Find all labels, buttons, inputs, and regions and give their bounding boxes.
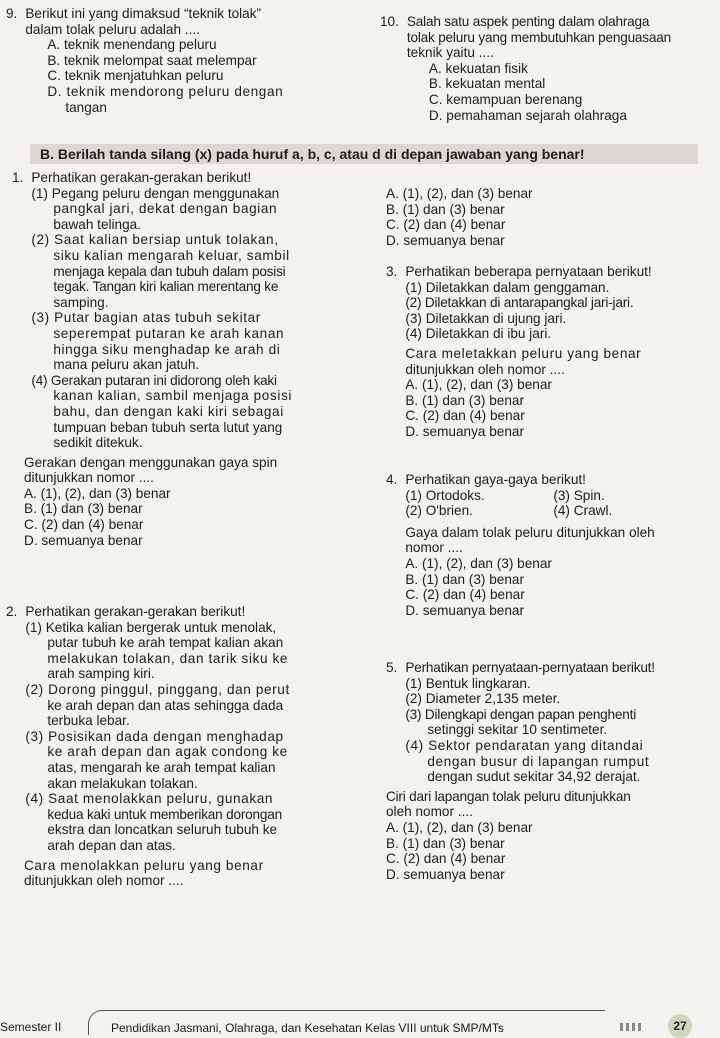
option-c[interactable]: C. (2) dan (4) benar (386, 851, 506, 867)
question-number: 4. (386, 472, 398, 487)
question-b4 (386, 472, 716, 618)
question-prompt-line: Gaya dalam tolak peluru ditunjukkan oleh (405, 524, 655, 540)
question-intro: Perhatikan gerakan-gerakan berikut! (31, 170, 252, 185)
statement-2 (25, 682, 380, 729)
question-prompt-line: Cara menolakkan peluru yang benar (24, 857, 264, 873)
option-b[interactable]: B. (1) dan (3) benar (24, 501, 143, 517)
statement-line: (2) Dorong pinggul, pinggang, dan perut (25, 681, 290, 697)
option-d[interactable]: D. semuanya benar (405, 423, 524, 439)
statement-line: pangkal jari, dekat dengan bagian (53, 201, 278, 217)
question-prompt-line: Cara meletakkan peluru yang benar (405, 345, 642, 361)
statement-line: seperempat putaran ke arah kanan (53, 325, 285, 341)
question-stem-line: Salah satu aspek penting dalam olahraga (406, 14, 650, 29)
option-b[interactable]: B. (1) dan (3) benar (405, 392, 524, 408)
question-prompt-line: ditunjukkan oleh nomor .... (405, 361, 565, 377)
statement-line: (1) Ketika kalian bergerak untuk menolak, (25, 619, 277, 635)
statement-line: melakukan tolakan, dan tarik siku ke (47, 650, 289, 666)
statement-2: (2) Diameter 2,135 meter. (405, 691, 561, 707)
statement-line: hingga siku menghadap ke arah di (53, 341, 281, 357)
option-a[interactable]: A. kekuatan fisik (428, 60, 528, 76)
statement-4: (4) Diletakkan di ibu jari. (405, 326, 552, 342)
statement-line: (1) Pegang peluru dengan menggunakan (31, 185, 280, 201)
option-c[interactable]: C. (2) dan (4) benar (386, 217, 506, 233)
statement-line: tegak. Tangan kiri kalian merentang ke (53, 279, 279, 295)
statement-line: bawah telinga. (53, 216, 142, 232)
option-d[interactable]: D. pemahaman sejarah olahraga (428, 107, 627, 123)
statement-1: (1) Bentuk lingkaran. (405, 675, 531, 691)
statement-line: samping. (53, 294, 109, 310)
question-intro: Perhatikan pernyataan-pernyataan berikut! (405, 660, 655, 675)
option-a[interactable]: A. (1), (2), dan (3) benar (405, 555, 552, 571)
question-intro: Perhatikan gerakan-gerakan berikut! (25, 604, 246, 619)
book-title-frame (88, 1010, 605, 1035)
statement-line: putar tubuh ke arah tempat kalian akan (47, 635, 284, 651)
option-d[interactable]: D. teknik mendorong peluru dengan (47, 83, 284, 99)
option-d[interactable]: D. semuanya benar (24, 532, 143, 548)
statement-line: atas, mengarah ke arah tempat kalian (47, 759, 276, 775)
statement-line: arah depan dan atas. (47, 837, 176, 853)
statement-line: (2) Saat kalian bersiap untuk tolakan, (31, 232, 279, 248)
question-9 (6, 6, 380, 115)
option-a[interactable]: A. teknik menendang peluru (47, 37, 217, 53)
question-number: 3. (386, 264, 398, 279)
statement-line: arah samping kiri. (47, 666, 155, 682)
style-4: (4) Crawl. (553, 503, 613, 519)
statement-line: kanan kalian, sambil menjaga posisi (53, 388, 292, 404)
question-stem-line: Berikut ini yang dimaksud “teknik tolak” (25, 6, 262, 21)
question-prompt-line: ditunjukkan oleh nomor .... (24, 873, 184, 889)
statement-4 (25, 791, 380, 853)
section-b-heading: B. Berilah tanda silang (x) pada huruf a, b, c, atau d di depan jawaban yang benar! (30, 144, 698, 164)
statement-line: dengan busur di lapangan rumput (427, 753, 650, 769)
option-d-continuation: tangan (65, 99, 107, 115)
question-number: 5. (386, 660, 398, 675)
semester-label: Semester II (0, 1020, 62, 1034)
option-a[interactable]: A. (1), (2), dan (3) benar (386, 186, 533, 201)
option-c[interactable]: C. (2) dan (4) benar (24, 517, 144, 533)
question-b2 (6, 604, 380, 889)
question-stem-line: dalam tolak peluru adalah .... (25, 21, 200, 37)
statement-line: (4) Sektor pendaratan yang ditandai (405, 737, 644, 753)
style-3: (3) Spin. (553, 487, 605, 503)
question-stem-line: teknik yaitu .... (406, 45, 494, 61)
statement-line: akan melakukan tolakan. (47, 775, 198, 791)
statement-3 (25, 729, 380, 791)
statement-1 (31, 186, 380, 233)
page-number: 27 (668, 1014, 692, 1038)
page-footer (0, 1006, 720, 1034)
statement-line: (3) Dilengkapi dengan papan penghenti (405, 706, 637, 722)
statement-line: mana peluru akan jatuh. (53, 357, 200, 373)
option-c[interactable]: C. (2) dan (4) benar (405, 587, 525, 603)
statement-line: sedikit ditekuk. (53, 435, 143, 451)
option-a[interactable]: A. (1), (2), dan (3) benar (24, 485, 171, 501)
statement-4 (31, 373, 380, 451)
question-number: 1. (12, 170, 24, 185)
option-b[interactable]: B. (1) dan (3) benar (386, 201, 505, 217)
statement-line: bahu, dan dengan kaki kiri sebagai (53, 403, 284, 419)
option-a[interactable]: A. (1), (2), dan (3) benar (405, 377, 552, 393)
statement-line: dengan sudut sekitar 34,92 derajat. (427, 769, 641, 785)
statement-3 (405, 707, 716, 738)
question-number: 10. (380, 14, 399, 29)
option-b[interactable]: B. teknik melompat saat melempar (47, 52, 257, 68)
statement-3 (31, 310, 380, 372)
question-b1 (6, 170, 380, 548)
statement-line: (3) Posisikan dada dengan menghadap (25, 728, 284, 744)
statement-line: (3) Putar bagian atas tubuh sekitar (31, 310, 261, 326)
statement-4 (405, 738, 716, 785)
question-number: 2. (6, 604, 18, 619)
statement-line: (4) Saat menolakkan peluru, gunakan (25, 791, 274, 807)
option-c[interactable]: C. kemampuan berenang (428, 91, 583, 107)
question-b3 (386, 264, 716, 440)
question-stem-line: tolak peluru yang membutuhkan penguasaan (406, 29, 671, 45)
statement-3: (3) Diletakkan di ujung jari. (405, 310, 567, 326)
question-intro: Perhatikan beberapa pernyataan berikut! (405, 264, 652, 279)
statement-line: kedua kaki untuk memberikan dorongan (47, 806, 282, 822)
option-c[interactable]: C. teknik menjatuhkan peluru (47, 68, 224, 84)
statement-1: (1) Diletakkan dalam genggaman. (405, 279, 610, 295)
question-number: 9. (6, 6, 18, 21)
decorative-bars (620, 1020, 656, 1028)
option-d[interactable]: D. semuanya benar (386, 866, 505, 882)
statement-line: setinggi sekitar 10 sentimeter. (427, 722, 608, 738)
statement-line: menjaga kepala dan tubuh dalam posisi (53, 263, 286, 279)
book-title: Pendidikan Jasmani, Olahraga, dan Kesehatan Kelas VIII untuk SMP/MTs (111, 1021, 504, 1035)
question-prompt-line: Ciri dari lapangan tolak peluru ditunjukkan (386, 788, 631, 804)
style-2: (2) O'brien. (405, 503, 473, 519)
option-b[interactable]: B. (1) dan (3) benar (386, 835, 505, 851)
style-1: (1) Ortodoks. (405, 487, 485, 503)
option-d[interactable]: D. semuanya benar (405, 602, 524, 618)
statement-line: ke arah depan dan agak condong ke (47, 744, 288, 760)
statement-line: tumpuan beban tubuh serta lutut yang (53, 419, 283, 435)
question-prompt-line: oleh nomor .... (386, 804, 473, 820)
option-b[interactable]: B. kekuatan mental (428, 76, 546, 92)
question-prompt-line: ditunjukkan nomor .... (24, 470, 154, 486)
option-c[interactable]: C. (2) dan (4) benar (405, 408, 525, 424)
statement-2: (2) Diletakkan di antarapangkal jari-jari. (405, 295, 634, 311)
statement-line: ke arah depan dan atas sehingga dada (47, 697, 284, 713)
question-intro: Perhatikan gaya-gaya berikut! (405, 472, 586, 487)
question-10 (380, 14, 716, 123)
statement-2 (31, 232, 380, 310)
statement-1 (25, 620, 380, 682)
statement-line: siku kalian mengarah keluar, sambil (53, 247, 290, 263)
style-list (405, 488, 716, 519)
question-prompt-line: Gerakan dengan menggunakan gaya spin (24, 454, 278, 470)
statement-line: terbuka lebar. (47, 713, 130, 729)
question-b1-options (386, 186, 716, 248)
statement-line: ekstra dan loncatkan seluruh tubuh ke (47, 822, 278, 838)
question-prompt-line: nomor .... (405, 540, 463, 556)
option-a[interactable]: A. (1), (2), dan (3) benar (386, 819, 533, 835)
option-d[interactable]: D. semuanya benar (386, 232, 505, 248)
statement-line: (4) Gerakan putaran ini didorong oleh kaki (31, 372, 277, 388)
question-b5 (386, 660, 716, 882)
option-b[interactable]: B. (1) dan (3) benar (405, 571, 524, 587)
